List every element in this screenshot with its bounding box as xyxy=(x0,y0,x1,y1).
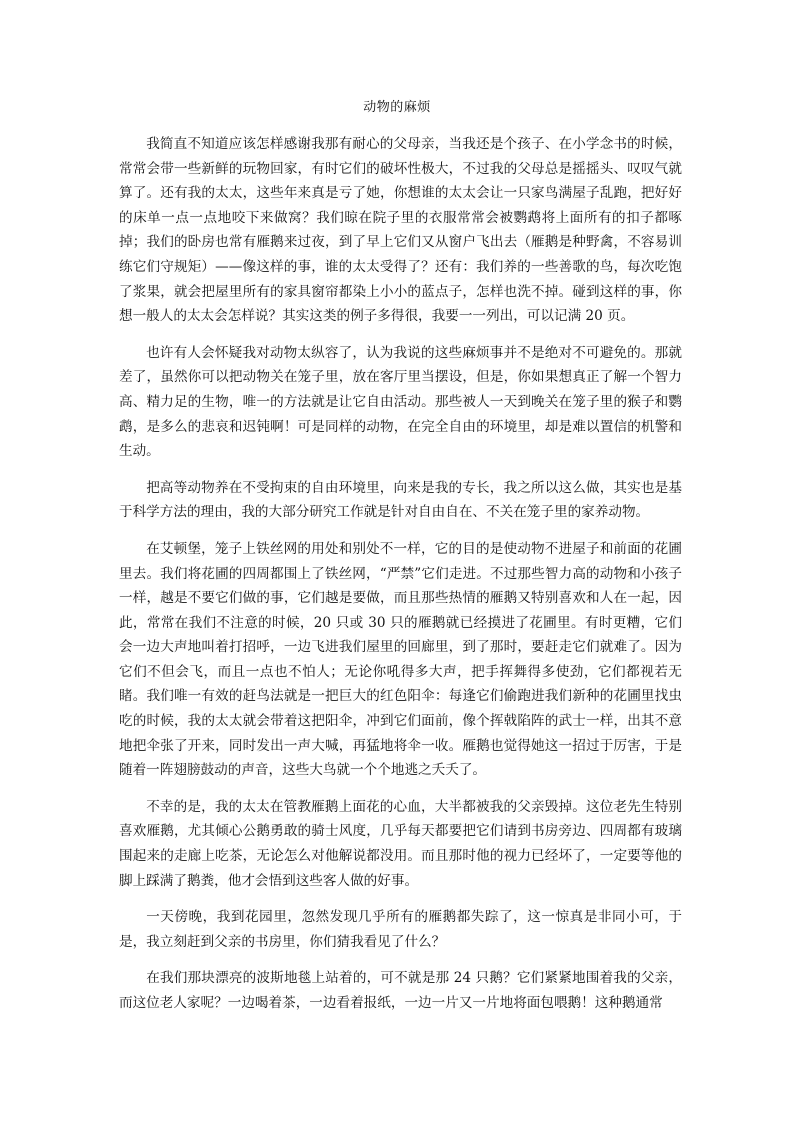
paragraph: 在艾顿堡，笼子上铁丝网的用处和别处不一样，它的目的是使动物不进屋子和前面的花圃里去。我们将花圃的四周都围上了铁丝网，“严禁”它们走进。不过那些智力高的动物和小孩子一样，越是不要它们做的事，它们越是要做，而且那些热情的雁鹅又特别喜欢和人在一起，因此，常常在我们不注意的时候，20 只或 30 只的雁鹅就已经摸进了花圃里。有时更糟，它们会一边大声地叫着打招呼，一边飞进我们屋里的回廊里，到了那时，要赶走它们就难了。因为它们不但会飞，而且一点也不怕人；无论你吼得多大声，把手挥舞得多使劲，它们都视若无睹。我们唯一有效的赶鸟法就是一把巨大的红色阳伞：每逢它们偷跑进我们新种的花圃里找虫吃的时候，我的太太就会带着这把阳伞，冲到它们面前，像个挥戟陷阵的武士一样，出其不意地把伞张了开来，同时发出一声大喊，再猛地将伞一收。雁鹅也觉得她这一招过于厉害，于是随着一阵翅膀鼓动的声音，这些大鸟就一个个地逃之夭夭了。 xyxy=(119,540,682,779)
document-body xyxy=(119,132,682,1028)
paragraph: 我简直不知道应该怎样感谢我那有耐心的父母亲，当我还是个孩子、在小学念书的时候，常常会带一些新鲜的玩物回家，有时它们的破坏性极大，不过我的父母总是摇摇头、叹叹气就算了。还有我的太太，这些年来真是亏了她，你想谁的太太会让一只家鸟满屋子乱跑，把好好的床单一点一点地咬下来做窝？我们晾在院子里的衣服常常会被鹦鹉将上面所有的扣子都啄掉；我们的卧房也常有雁鹅来过夜，到了早上它们又从窗户飞出去（雁鹅是种野禽，不容易训练它们守规矩）——像这样的事，谁的太太受得了？还有：我们养的一些善歌的鸟，每次吃饱了浆果，就会把屋里所有的家具窗帘都染上小小的蓝点子，怎样也洗不掉。碰到这样的事，你想一般人的太太会怎样说？其实这类的例子多得很，我要一一列出，可以记满 20 页。 xyxy=(119,136,682,325)
paragraph: 也许有人会怀疑我对动物太纵容了，认为我说的这些麻烦事并不是绝对不可避免的。那就差了，虽然你可以把动物关在笼子里，放在客厅里当摆设，但是，你如果想真正了解一个智力高、精力足的生物，唯一的方法就是让它自由活动。那些被人一天到晚关在笼子里的猴子和鹦鹉，是多么的悲哀和迟钝啊！可是同样的动物，在完全自由的环境里，却是难以置信的机警和生动。 xyxy=(119,344,682,460)
paragraph: 一天傍晚，我到花园里，忽然发现几乎所有的雁鹅都失踪了，这一惊真是非同小可，于是，我立刻赶到父亲的书房里，你们猜我看见了什么？ xyxy=(119,909,682,950)
paragraph: 把高等动物养在不受拘束的自由环境里，向来是我的专长，我之所以这么做，其实也是基于科学方法的理由，我的大部分研究工作就是针对自由自在、不关在笼子里的家养动物。 xyxy=(119,479,682,521)
document-title: 动物的麻烦 xyxy=(363,100,431,115)
paragraph: 不幸的是，我的太太在管教雁鹅上面花的心血，大半都被我的父亲毁掉。这位老先生特别喜欢雁鹅，尤其倾心公鹅勇敢的骑士风度，几乎每天都要把它们请到书房旁边、四周都有玻璃围起来的走廊上吃茶，无论怎么对他解说都没用。而且那时他的视力已经坏了，一定要等他的脚上踩满了鹅粪，他才会悟到这些客人做的好事。 xyxy=(119,798,682,889)
paragraph: 在我们那块漂亮的波斯地毯上站着的，可不就是那 24 只鹅？它们紧紧地围着我的父亲，而这位老人家呢？一边喝着茶，一边看着报纸，一边一片又一片地将面包喂鹅！这种鹅通常 xyxy=(119,970,682,1011)
